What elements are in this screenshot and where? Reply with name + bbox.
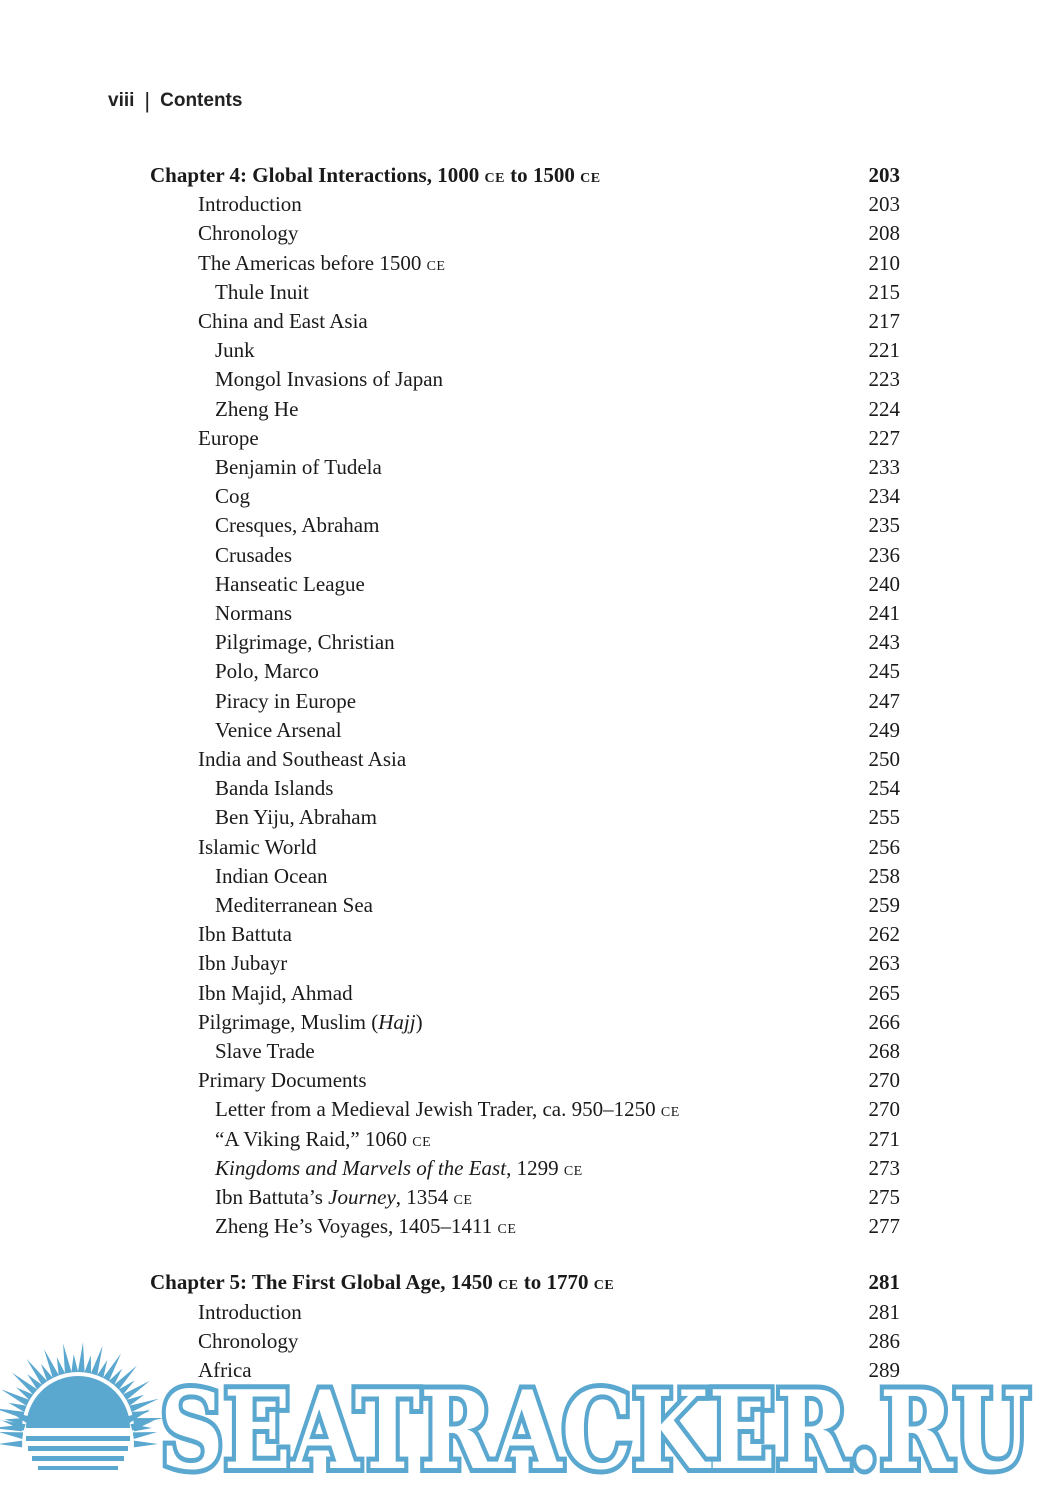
toc-entry-row <box>150 249 900 277</box>
toc-entry-title <box>150 1268 614 1300</box>
toc-entry-title <box>150 803 377 831</box>
toc-entry-text: ) <box>415 1009 423 1034</box>
toc-page-number: 281 <box>868 1270 900 1295</box>
toc-entry-title <box>150 687 356 715</box>
toc-entry-row <box>150 278 900 306</box>
toc-page-number: 235 <box>868 513 900 538</box>
toc-entry-title <box>150 979 353 1007</box>
toc-entry-row <box>150 862 900 890</box>
toc-entry-text: Introduction <box>198 192 302 217</box>
toc-page-number: 289 <box>868 1358 900 1382</box>
toc-entry-title <box>150 833 317 861</box>
running-head <box>108 88 242 114</box>
toc-entry-text: Pilgrimage, Christian <box>215 630 395 655</box>
toc-entry-text: Europe <box>198 425 259 450</box>
toc-entry-row <box>150 949 900 977</box>
toc-page-number: 234 <box>868 484 900 509</box>
toc-page-number: 236 <box>868 542 900 567</box>
toc-entry-row <box>150 628 900 656</box>
toc-entry-text: Chapter 5: The First Global Age, 1450 <box>150 1270 499 1295</box>
toc-entry-row <box>150 511 900 539</box>
toc-entry-title <box>150 482 250 510</box>
toc-entry-title <box>150 541 292 569</box>
toc-entry-text: “A Viking Raid,” 1060 <box>215 1126 413 1151</box>
toc-page-number: 210 <box>868 250 900 275</box>
toc-entry-row <box>150 307 900 335</box>
toc-entry-title <box>150 774 333 802</box>
toc-page-number: 266 <box>868 1009 900 1034</box>
toc-entry-row <box>150 570 900 598</box>
toc-entry-text: CE <box>660 1105 680 1121</box>
toc-entry-title <box>150 1095 680 1127</box>
toc-entry-title <box>150 365 443 393</box>
toc-page-number: 263 <box>868 951 900 976</box>
toc-entry-text: Indian Ocean <box>215 863 328 888</box>
toc-entry-text: Ben Yiju, Abraham <box>215 805 377 830</box>
toc-entry-text: Chronology <box>198 221 299 246</box>
toc-entry-title <box>150 891 373 919</box>
toc-entry-row <box>150 833 900 861</box>
toc-entry-text: Ibn Battuta’s <box>215 1185 329 1209</box>
toc-entry-title <box>150 1066 367 1094</box>
toc-entry-text: Chronology <box>198 1328 299 1353</box>
toc-entry-text: CE <box>497 1222 517 1238</box>
toc-page-number: 240 <box>868 571 900 596</box>
toc-entry-title <box>150 599 292 627</box>
toc-entry-text: CE <box>453 1193 473 1208</box>
toc-page-number: 259 <box>868 893 900 917</box>
toc-entry-row <box>150 1125 900 1153</box>
toc-entry-text: Islamic World <box>198 834 317 859</box>
toc-entry-row <box>150 1154 900 1182</box>
watermark-text: SEATRACKER.RU <box>160 1368 1030 1494</box>
toc-entry-title <box>150 190 302 218</box>
toc-page-number: 241 <box>868 601 900 625</box>
toc-entry-text: Zheng He’s Voyages, 1405–1411 <box>215 1214 498 1239</box>
toc-entry-text: Cog <box>215 484 251 509</box>
toc-entry-text: , 1354 <box>395 1185 454 1209</box>
toc-entry-text: Primary Documents <box>198 1068 367 1093</box>
toc-entry-title <box>150 1125 431 1157</box>
toc-entry-text: Ibn Battuta <box>198 922 292 947</box>
toc-entry-text: The Americas before 1500 <box>198 250 427 275</box>
toc-entry-text: Zheng He <box>215 396 299 421</box>
toc-entry-title <box>150 161 601 193</box>
toc-entry-text: , 1299 <box>506 1155 564 1180</box>
toc-entry-row <box>150 395 900 423</box>
toc-entry-title <box>150 1298 302 1326</box>
toc-page-number: 203 <box>868 192 900 217</box>
toc-page-number: 286 <box>868 1328 900 1353</box>
toc-entry-text: Thule Inuit <box>215 279 309 304</box>
toc-entry-title <box>150 1008 423 1036</box>
sunburst-icon <box>0 1342 163 1470</box>
toc-entry-text: CE <box>563 1163 583 1179</box>
toc-page-number: 255 <box>868 805 900 830</box>
toc-page-number: 250 <box>868 747 900 771</box>
toc-entry-title <box>150 1154 583 1186</box>
toc-entry-text: CE <box>593 1278 615 1294</box>
header-separator: | <box>144 88 151 113</box>
toc-page-number: 245 <box>868 659 900 684</box>
toc-entry-text: Ibn Jubayr <box>198 951 288 976</box>
toc-page-number: 203 <box>868 163 900 187</box>
toc-page-number: 277 <box>868 1214 900 1239</box>
watermark <box>0 1340 1050 1500</box>
toc-page-number: 270 <box>868 1068 900 1093</box>
toc-entry-text: CE <box>426 258 446 274</box>
toc-entry-row <box>150 1008 900 1036</box>
toc-page-number: 223 <box>868 367 900 392</box>
toc-page-number: 227 <box>868 425 900 450</box>
toc-chapter-row <box>150 1268 900 1296</box>
toc-entry-text: Mongol Invasions of Japan <box>215 367 444 392</box>
toc-chapter-row <box>150 161 900 189</box>
toc-entry-text: CE <box>580 171 601 186</box>
toc-entry-title <box>150 657 319 685</box>
toc-entry-row <box>150 482 900 510</box>
toc-entry-row <box>150 424 900 452</box>
toc-entry-title <box>150 745 406 773</box>
toc-entry-text: India and Southeast Asia <box>198 747 407 771</box>
toc-entry-text: Polo, Marco <box>215 659 319 684</box>
toc-page-number: 208 <box>868 221 900 246</box>
toc-entry-title <box>150 453 382 481</box>
toc-entry-row <box>150 365 900 393</box>
toc-entry-text: China and East Asia <box>198 309 368 333</box>
toc-entry-title <box>150 920 292 948</box>
toc-entry-text: CE <box>412 1134 432 1150</box>
toc-entry-row <box>150 1183 900 1211</box>
toc-page-number: 233 <box>868 455 900 479</box>
toc-entry-row <box>150 336 900 364</box>
toc-entry-row <box>150 745 900 773</box>
toc-page-number: 258 <box>868 863 900 888</box>
toc-entry-text: CE <box>498 1278 519 1294</box>
toc-entry-row <box>150 190 900 218</box>
toc-entry-text: Africa <box>198 1358 252 1382</box>
toc-entry-text: to 1770 <box>518 1270 594 1295</box>
toc-entry-row <box>150 657 900 685</box>
toc-entry-title <box>150 219 298 247</box>
toc-page-number: 270 <box>868 1097 900 1122</box>
toc-entry-title <box>150 716 342 744</box>
toc-entry-row <box>150 541 900 569</box>
toc-entry-text: Pilgrimage, Muslim ( <box>198 1009 379 1034</box>
toc-page-number: 262 <box>868 922 900 947</box>
toc-entry-title <box>150 1183 472 1215</box>
toc-page-number: 243 <box>868 630 900 655</box>
toc-page-number: 249 <box>868 717 900 742</box>
toc-entry-title <box>150 336 255 364</box>
toc-page-number: 254 <box>868 776 900 801</box>
toc-entry-row <box>150 1066 900 1094</box>
toc-page-number: 215 <box>868 279 900 304</box>
toc-entry-row <box>150 803 900 831</box>
toc-entry-row <box>150 687 900 715</box>
toc-entry-row <box>150 599 900 627</box>
toc-page-number: 224 <box>868 396 900 421</box>
running-head-title: Contents <box>160 90 243 111</box>
toc-page-number: 268 <box>868 1039 900 1063</box>
toc-entry-row <box>150 891 900 919</box>
toc-entry-title <box>150 1037 315 1065</box>
toc-entry-title <box>150 249 445 281</box>
toc-entry-title <box>150 511 379 539</box>
toc-entry-title <box>150 570 365 598</box>
toc-entry-title <box>150 395 298 423</box>
toc-page-number: 247 <box>868 688 900 713</box>
toc-entry-row <box>150 453 900 481</box>
toc-entry-text: Ibn Majid, Ahmad <box>198 980 353 1005</box>
page-number: viii <box>108 90 135 111</box>
toc-entry-row <box>150 979 900 1007</box>
toc-page-number: 273 <box>868 1155 900 1180</box>
toc-entry-text: Mediterranean Sea <box>215 893 374 917</box>
toc-entry-title <box>150 862 328 890</box>
toc-entry-text: Chapter 4: Global Interactions, 1000 <box>150 163 485 187</box>
toc-entry-row <box>150 1212 900 1240</box>
toc-entry-title <box>150 949 287 977</box>
toc-entry-text: Letter from a Medieval Jewish Trader, ca. 950–1250 <box>215 1097 661 1122</box>
toc-page-number: 275 <box>868 1185 900 1209</box>
toc-entry-text: Venice Arsenal <box>215 717 342 742</box>
toc-entry-text: Piracy in Europe <box>215 688 357 713</box>
toc-entry-text: Kingdoms and Marvels of the East <box>215 1155 507 1180</box>
toc-page-number: 265 <box>868 980 900 1005</box>
toc-entry-text: Introduction <box>198 1299 302 1324</box>
toc-entry-text: Junk <box>215 338 255 363</box>
toc-page-number: 256 <box>868 834 900 859</box>
toc-page-number: 221 <box>868 338 900 363</box>
toc-entry-text: to 1500 <box>504 163 581 187</box>
toc-entry-title <box>150 307 368 335</box>
toc-entry-text: Journey <box>328 1185 396 1209</box>
toc-entry-row <box>150 1298 900 1326</box>
toc-entry-row <box>150 1095 900 1123</box>
toc-entry-title <box>150 1212 516 1244</box>
toc-entry-title <box>150 628 395 656</box>
toc-entry-row <box>150 716 900 744</box>
toc-entry-row <box>150 219 900 247</box>
toc-entry-text: Crusades <box>215 542 292 567</box>
toc-entry-title <box>150 424 259 452</box>
toc-entry-text: CE <box>484 171 505 186</box>
toc-entry-text: Slave Trade <box>215 1039 315 1063</box>
toc-entry-title <box>150 278 309 306</box>
toc-page-number: 281 <box>868 1299 900 1324</box>
toc-page-number: 217 <box>868 309 900 333</box>
toc-entry-text: Cresques, Abraham <box>215 513 380 538</box>
toc-entry-text: Banda Islands <box>215 776 334 801</box>
toc-entry-row <box>150 920 900 948</box>
toc-entry-text: Benjamin of Tudela <box>215 455 382 479</box>
toc-entry-row <box>150 1037 900 1065</box>
toc-entry-row <box>150 774 900 802</box>
toc-entry-text: Hanseatic League <box>215 571 365 596</box>
toc-entry-text: Normans <box>215 601 292 625</box>
toc-page-number: 271 <box>868 1126 900 1151</box>
toc-entry-text: Hajj <box>378 1009 416 1034</box>
